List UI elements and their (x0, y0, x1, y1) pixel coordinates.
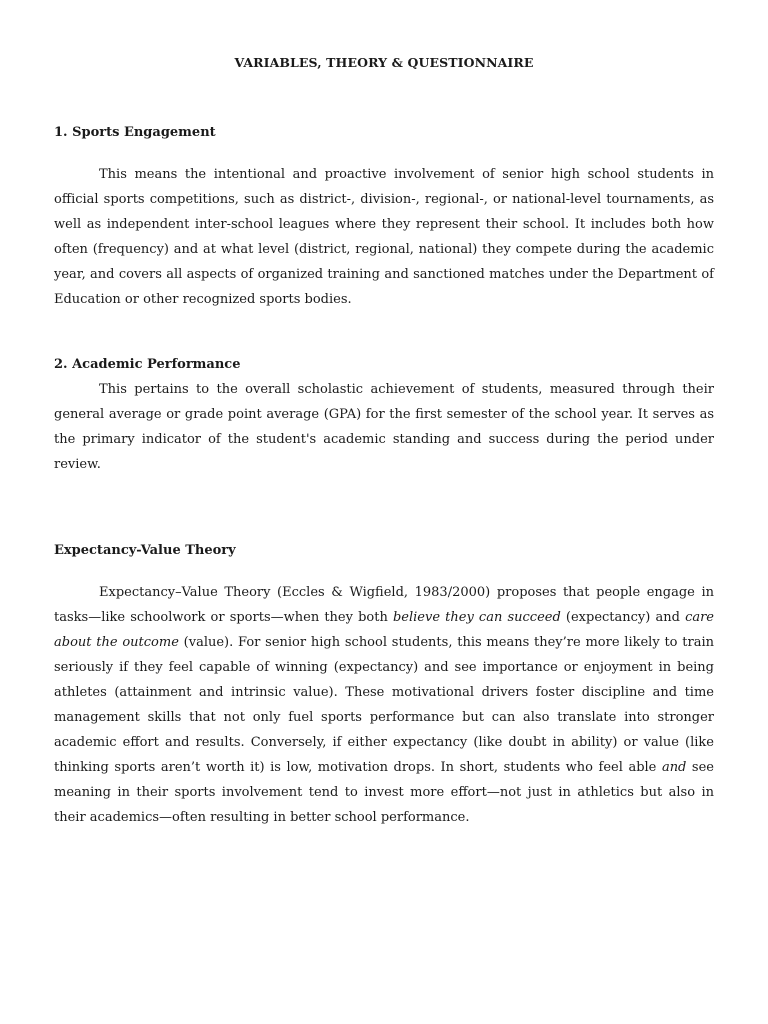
section-heading-academic-performance: 2. Academic Performance (54, 357, 241, 372)
paragraph-text-segment: (expectancy) and (560, 610, 686, 625)
paragraph-text-segment: Expectancy–Value Theory (Eccles & Wigfield, 1983/2000) proposes that people engage in tasks—like schoolwork or sports—when they both (54, 585, 714, 625)
section-paragraph-academic-performance: This pertains to the overall scholastic achievement of students, measured through their general average or grade point average (GPA) for the first semester of the school year. It serves as the primary indicator of the student's academic standing and success during the period under review. (54, 382, 714, 472)
section-paragraph-expectancy-value-theory (54, 580, 714, 830)
paragraph-emphasis-value: care about the outcome (54, 610, 715, 650)
paragraph-emphasis-and: and (661, 760, 687, 775)
document-title: VARIABLES, THEORY & QUESTIONNAIRE (234, 55, 534, 70)
section-heading-sports-engagement: 1. Sports Engagement (54, 125, 216, 140)
paragraph-text-segment: (value). For senior high school students, this means they’re more likely to train seriously if they feel capable of winning (expectancy) and see importance or enjoyment in being athletes (attainment and intrinsic value). These motivational drivers foster discipline and time management skills that not only fuel sports performance but can also translate into stronger academic effort and results. Conversely, if either expectancy (like doubt in ability) or value (like thinking sports aren’t worth it) is low, motivation drops. In short, students who feel able (54, 635, 714, 775)
paragraph-text-segment: see meaning in their sports involvement tend to invest more effort—not just in athletics but also in their academics—often resulting in better school performance. (54, 760, 714, 825)
section-paragraph-sports-engagement: This means the intentional and proactive involvement of senior high school students in official sports competitions, such as district-, division-, regional-, or national-level tournaments, as well as independent inter-school leagues where they represent their school. It includes both how often (frequency) and at what level (district, regional, national) they compete during the academic year, and covers all aspects of organized training and sanctioned matches under the Department of Education or other recognized sports bodies. (54, 167, 714, 307)
paragraph-emphasis-expectancy: believe they can succeed (392, 610, 561, 625)
section-heading-expectancy-value-theory: Expectancy-Value Theory (54, 543, 236, 558)
